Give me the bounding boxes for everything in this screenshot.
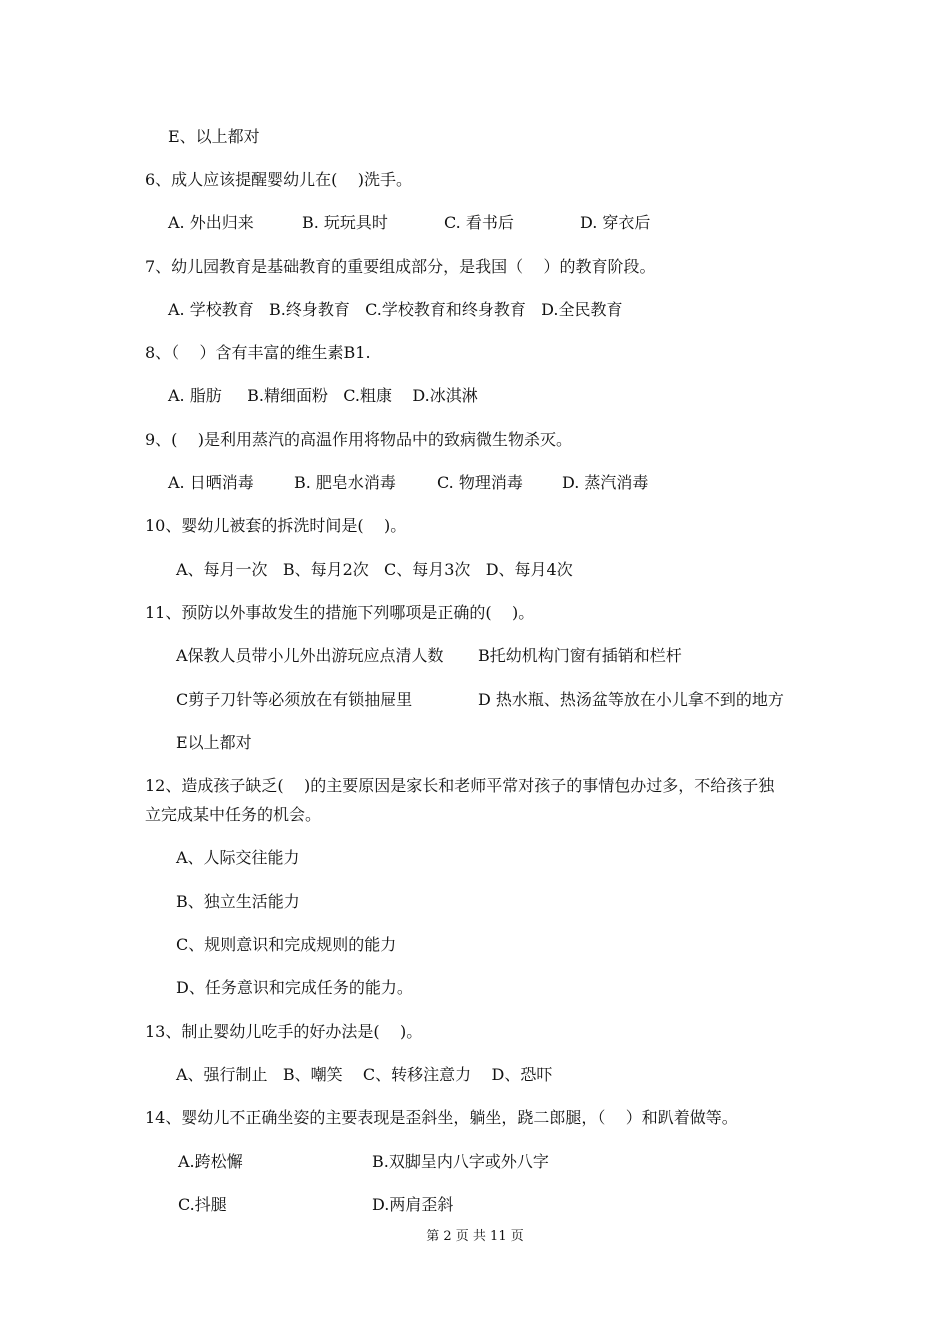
- question-8: 8、（ ）含有丰富的维生素B1.: [145, 343, 371, 362]
- question-11: 11、预防以外事故发生的措施下列哪项是正确的( )。: [145, 603, 535, 622]
- q8-options: A. 脂肪 B.精细面粉 C.粗康 D.冰淇淋: [168, 386, 478, 405]
- q14-option-d: D.两肩歪斜: [372, 1195, 454, 1214]
- q14-option-b: B.双脚呈内八字或外八字: [372, 1152, 549, 1171]
- question-6: 6、成人应该提醒婴幼儿在( )洗手。: [145, 170, 413, 189]
- q10-options: A、每月一次 B、每月2次 C、每月3次 D、每月4次: [176, 560, 573, 579]
- q6-option-d: D. 穿衣后: [580, 213, 651, 232]
- q9-option-a: A. 日晒消毒: [168, 473, 254, 492]
- q5-option-e: E、以上都对: [168, 127, 260, 146]
- page-footer: 第 2 页 共 11 页: [426, 1229, 524, 1244]
- q6-option-a: A. 外出归来: [168, 213, 254, 232]
- question-9: 9、( )是利用蒸汽的高温作用将物品中的致病微生物杀灭。: [145, 430, 573, 449]
- q11-option-d: D 热水瓶、热汤盆等放在小儿拿不到的地方: [478, 690, 784, 709]
- q9-option-d: D. 蒸汽消毒: [562, 473, 649, 492]
- question-13: 13、制止婴幼儿吃手的好办法是( )。: [145, 1022, 423, 1041]
- q12-option-d: D、任务意识和完成任务的能力。: [176, 978, 413, 997]
- q14-option-c: C.抖腿: [178, 1195, 227, 1214]
- q6-option-c: C. 看书后: [444, 213, 514, 232]
- q14-option-a: A.跨松懈: [178, 1152, 243, 1171]
- q11-option-a: A保教人员带小儿外出游玩应点清人数: [176, 646, 444, 665]
- question-7: 7、幼儿园教育是基础教育的重要组成部分，是我国（ ）的教育阶段。: [145, 257, 656, 276]
- question-14: 14、婴幼儿不正确坐姿的主要表现是歪斜坐，躺坐，跷二郎腿，（ ）和趴着做等。: [145, 1108, 738, 1127]
- q12-option-b: B、独立生活能力: [176, 892, 300, 911]
- q11-option-b: B托幼机构门窗有插销和栏杆: [478, 646, 682, 665]
- question-12: 12、造成孩子缺乏( )的主要原因是家长和老师平常对孩子的事情包办过多，不给孩子独: [145, 776, 775, 795]
- q13-options: A、强行制止 B、嘲笑 C、转移注意力 D、恐吓: [176, 1065, 553, 1084]
- q6-option-b: B. 玩玩具时: [302, 213, 388, 232]
- question-12-continued: 立完成某中任务的机会。: [145, 805, 322, 824]
- q9-option-c: C. 物理消毒: [437, 473, 523, 492]
- question-10: 10、婴幼儿被套的拆洗时间是( )。: [145, 516, 407, 535]
- q12-option-a: A、人际交往能力: [176, 848, 300, 867]
- q9-option-b: B. 肥皂水消毒: [294, 473, 396, 492]
- q11-option-c: C剪子刀针等必须放在有锁抽屉里: [176, 690, 413, 709]
- q11-option-e: E以上都对: [176, 733, 252, 752]
- q7-options: A. 学校教育 B.终身教育 C.学校教育和终身教育 D.全民教育: [168, 300, 623, 319]
- q12-option-c: C、规则意识和完成规则的能力: [176, 935, 397, 954]
